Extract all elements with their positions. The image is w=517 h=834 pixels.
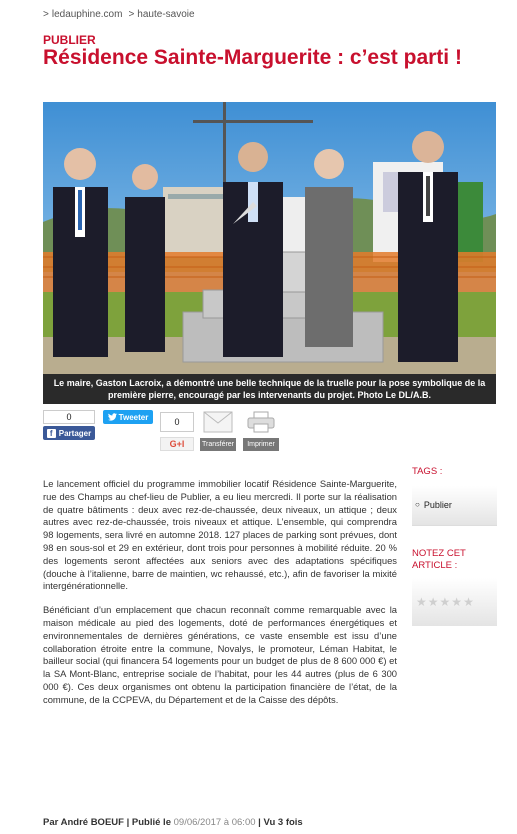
article-title: Résidence Sainte-Marguerite : c’est parti ! xyxy=(43,46,462,69)
byline-separator: | xyxy=(258,817,261,828)
print-article[interactable] xyxy=(243,410,279,451)
star-icon[interactable]: ★ xyxy=(427,595,439,609)
breadcrumb xyxy=(43,9,195,20)
twitter-bird-icon xyxy=(108,413,117,421)
article-category[interactable]: PUBLIER xyxy=(43,33,96,47)
tags-heading: TAGS : xyxy=(412,466,443,477)
star-icon[interactable]: ★ xyxy=(416,595,427,609)
article-photo-image xyxy=(43,102,496,374)
twitter-share-label: Tweeter xyxy=(118,412,149,422)
article-paragraph: Le lancement officiel du programme immobilier locatif Résidence Sainte-Marguerite, rue des Champs au chef-lieu de Publier, a eu lieu mercredi. Il porte sur la réalisation de quatre bâtiments : deux avec rez-de-chaussée, deux niveaux, un attique ; deux autres avec rez-de-chaussée, trois niveaux et attique. L’ensemble, qui comprendra 98 logements, sera livré en automne 2018. 127 places de parking sont prévues, dont 98 en sous-sol et 29 en extérieur, dont trois pour personnes à mobilité réduite. 20 % des logements seront affectées aux seniors avec des adaptations spécifiques (douche à l’italienne, barre de maintien, wc rehaussé, etc.), afin de favoriser la mixité intergénérationnelle. xyxy=(43,478,397,592)
breadcrumb-item-region[interactable] xyxy=(128,9,194,20)
breadcrumb-label[interactable]: haute-savoie xyxy=(137,9,195,20)
photo-caption: Le maire, Gaston Lacroix, a démontré une belle technique de la truelle pour la pose symbolique de la première pierre, encouragé par les intervenants du projet. Photo Le DL/A.B. xyxy=(43,374,496,404)
tag-link[interactable]: Publier xyxy=(423,500,452,510)
envelope-icon[interactable] xyxy=(200,410,236,434)
tags-list xyxy=(412,486,497,526)
facebook-share[interactable] xyxy=(43,410,95,440)
star-icon[interactable]: ★ xyxy=(451,595,463,609)
published-label: Publié le xyxy=(131,817,171,828)
facebook-share-button[interactable] xyxy=(43,426,95,440)
star-icon[interactable]: ★ xyxy=(439,595,451,609)
star-icon[interactable]: ★ xyxy=(463,595,474,609)
article-body xyxy=(43,478,397,718)
rating-widget xyxy=(412,578,497,626)
breadcrumb-item-home[interactable] xyxy=(43,9,122,20)
email-share[interactable] xyxy=(200,410,236,451)
facebook-share-label: Partager xyxy=(58,428,92,438)
article-sidebar xyxy=(412,466,497,626)
published-date: 09/06/2017 à 06:00 xyxy=(173,817,256,828)
printer-icon[interactable] xyxy=(243,410,279,434)
facebook-count: 0 xyxy=(43,410,95,424)
breadcrumb-label[interactable]: ledauphine.com xyxy=(51,9,123,20)
gplus-count: 0 xyxy=(160,412,194,432)
author-name: Par André BOEUF xyxy=(43,817,124,828)
view-count: Vu 3 fois xyxy=(263,817,303,828)
article-byline xyxy=(43,817,303,828)
gplus-share[interactable] xyxy=(160,412,194,451)
facebook-icon: f xyxy=(47,429,56,438)
breadcrumb-separator: > xyxy=(128,9,135,20)
article-paragraph: Bénéficiant d’un emplacement que chacun reconnaît comme remarquable avec la maison médicale au pied des logements, doté de performances énergétiques et environnementales de dernières générations, ce vaste ensemble est issu d’une collaboration étroite entre la commune, Novalys, le promoteur, Léman Habitat, le bailleur social (qui financera 54 logements pour un budget de plus de 8 600 000 €) et la SA Mont-Blanc, entreprise sociale de l’habitat, pour les 44 autres (plus de 6 300 000 €). Ces deux organismes ont obtenu la participation financière de l’état, de la commune, de la CCPEVA, du Département et de la Caisse des dépôts. xyxy=(43,604,397,705)
article-photo xyxy=(43,102,496,374)
print-button[interactable]: Imprimer xyxy=(243,438,279,451)
rate-heading: NOTEZ CET ARTICLE : xyxy=(412,548,466,571)
bullet-icon: ○ xyxy=(415,500,420,509)
breadcrumb-separator: > xyxy=(43,9,49,20)
twitter-share-button[interactable] xyxy=(103,410,153,424)
email-share-button[interactable]: Transférer xyxy=(200,438,236,451)
gplus-share-button[interactable]: G+l xyxy=(160,437,194,451)
byline-separator: | xyxy=(126,817,130,828)
share-toolbar xyxy=(43,410,303,455)
